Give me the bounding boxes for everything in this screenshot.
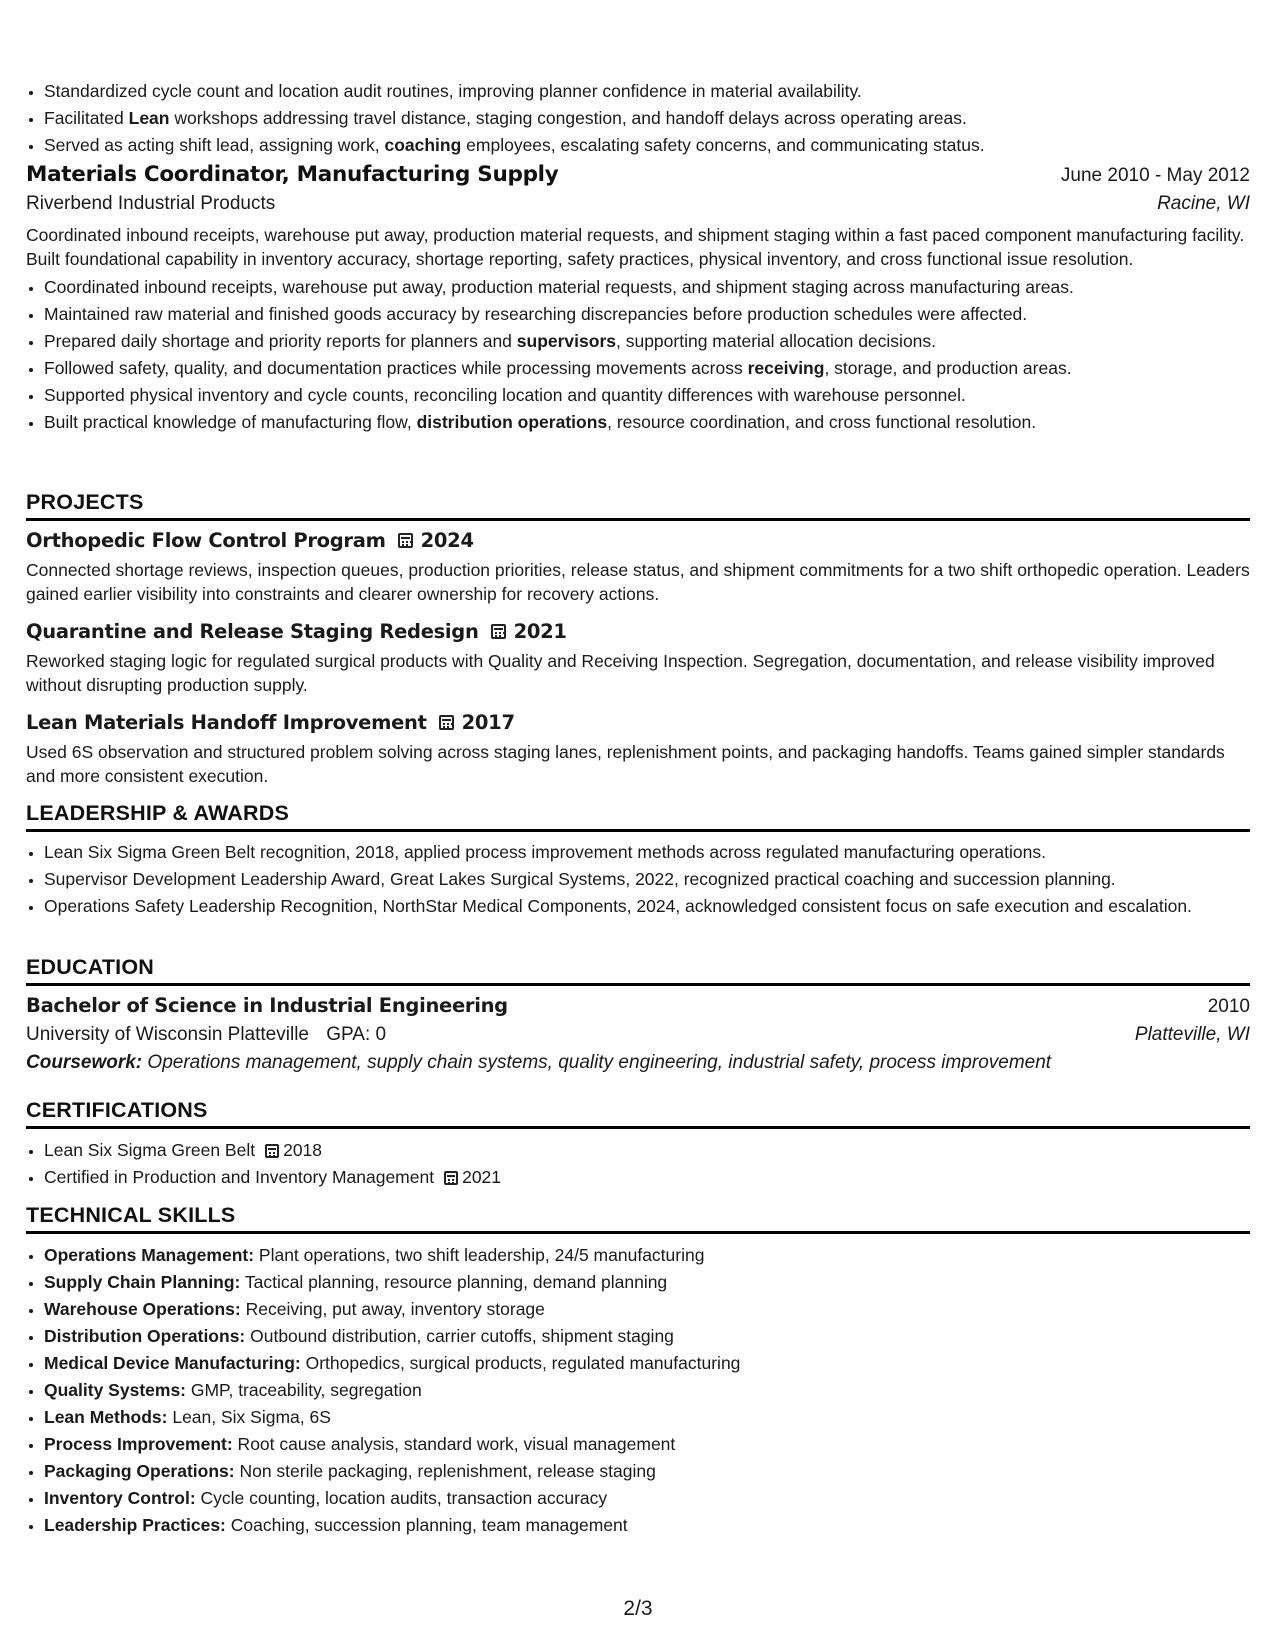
list-item — [44, 1137, 1250, 1164]
list-item: • Operations Safety Leadership Recognition, NorthStar Medical Components, 2024, acknowledged consistent focus on safe execution and escalation. — [44, 894, 1250, 918]
leadership-list — [26, 840, 1250, 918]
skill-value: Orthopedics, surgical products, regulated manufacturing — [300, 1353, 741, 1373]
skill-value: Outbound distribution, carrier cutoffs, shipment staging — [245, 1326, 674, 1346]
bullet-text: Maintained raw material and finished goods accuracy by researching discrepancies before production schedules were affected. — [44, 304, 1028, 324]
list-item — [44, 301, 1250, 328]
job-location: Racine, WI — [1157, 193, 1250, 214]
skill-label: Supply Chain Planning: — [44, 1272, 241, 1292]
graduation-year: 2010 — [1207, 996, 1250, 1017]
degree-name: Bachelor of Science in Industrial Engineering — [26, 994, 508, 1017]
section-title: CERTIFICATIONS — [26, 1098, 1250, 1129]
projects-section — [26, 490, 1250, 802]
coursework — [26, 1052, 1250, 1074]
certification-name: • Lean Six Sigma Green Belt — [44, 1140, 256, 1160]
job-description: Coordinated inbound receipts, warehouse put away, production material requests, and shipment staging within a fast paced component manufacturing facility. Built foundational capability in inventory accuracy, shortage reporting, safety practices, physical inventory, and cross functional issue resolution. — [26, 225, 1245, 269]
project-name: Orthopedic Flow Control Program — [26, 529, 386, 552]
job-bullets — [26, 274, 1250, 436]
certifications-list — [26, 1137, 1250, 1191]
skill-label: Inventory Control: — [44, 1488, 196, 1508]
list-item — [44, 1323, 1250, 1350]
skill-value: Receiving, put away, inventory storage — [240, 1299, 545, 1319]
skill-label: Packaging Operations: — [44, 1461, 235, 1481]
list-item — [44, 1512, 1250, 1539]
skill-value: Plant operations, two shift leadership, 24/5 manufacturing — [254, 1245, 705, 1265]
skill-value: Non sterile packaging, replenishment, release staging — [234, 1461, 656, 1481]
section-title: TECHNICAL SKILLS — [26, 1203, 1250, 1234]
job-company: Riverbend Industrial Products — [26, 193, 276, 214]
project-entry — [26, 711, 1250, 788]
list-item — [44, 1404, 1250, 1431]
list-item: • Lean Six Sigma Green Belt recognition, 2018, applied process improvement methods across regulated manufacturing operations. — [44, 840, 1250, 864]
skill-value: Root cause analysis, standard work, visual management — [232, 1434, 676, 1454]
school-name: University of Wisconsin Platteville — [26, 1024, 309, 1045]
section-title: LEADERSHIP & AWARDS — [26, 801, 1250, 832]
bullet-emphasis: receiving — [747, 358, 825, 378]
project-description: Reworked staging logic for regulated surgical products with Quality and Receiving Inspection. Segregation, documentation, and release visibility improved without disrupting production supply. — [26, 651, 1215, 695]
list-item — [44, 105, 1268, 132]
list-item — [44, 1431, 1250, 1458]
bullet-text: Supported physical inventory and cycle counts, reconciling location and quantity differences with warehouse personnel. — [44, 385, 966, 405]
skill-label: Distribution Operations: — [44, 1326, 246, 1346]
calendar-icon — [491, 624, 506, 639]
bullet-text: Coordinated inbound receipts, warehouse put away, production material requests, and shipment staging across manufacturing areas. — [44, 277, 1074, 297]
certification-year: 2018 — [283, 1140, 323, 1160]
school-location: Platteville, WI — [1134, 1024, 1250, 1045]
page-number: 2/3 — [623, 1597, 653, 1620]
list-item — [44, 274, 1250, 301]
skill-value: Tactical planning, resource planning, demand planning — [240, 1272, 668, 1292]
skills-list — [26, 1242, 1250, 1539]
project-year: 2024 — [420, 529, 474, 552]
calendar-icon — [398, 533, 413, 548]
bullet-text: Facilitated — [44, 108, 129, 128]
previous-job-bullets — [26, 78, 1268, 159]
certification-year: 2021 — [462, 1167, 502, 1187]
skill-label: Warehouse Operations: — [44, 1299, 241, 1319]
skill-label: Operations Management: — [44, 1245, 255, 1265]
skill-label: Leadership Practices: — [44, 1515, 226, 1535]
bullet-text: Built practical knowledge of manufacturing flow, — [44, 412, 417, 432]
list-item — [44, 355, 1250, 382]
list-item — [44, 328, 1250, 355]
project-entry — [26, 620, 1250, 697]
list-item — [44, 1164, 1250, 1191]
job-dates: June 2010 - May 2012 — [1060, 165, 1250, 186]
leadership-section — [26, 801, 1250, 918]
section-title: PROJECTS — [26, 490, 1250, 521]
skill-value: Coaching, succession planning, team management — [225, 1515, 628, 1535]
bullet-text: , storage, and production areas. — [824, 358, 1072, 378]
job-entry — [26, 162, 1250, 436]
calendar-icon — [444, 1171, 458, 1185]
certifications-section — [26, 1098, 1250, 1191]
skill-value: GMP, traceability, segregation — [186, 1380, 422, 1400]
project-name: Lean Materials Handoff Improvement — [26, 711, 427, 734]
list-item — [44, 1269, 1250, 1296]
list-item — [44, 132, 1268, 159]
list-item — [44, 382, 1250, 409]
bullet-text: , resource coordination, and cross functional resolution. — [607, 412, 1037, 432]
skill-label: Lean Methods: — [44, 1407, 168, 1427]
job-title: Materials Coordinator, Manufacturing Supply — [26, 162, 559, 187]
skills-section — [26, 1203, 1250, 1539]
bullet-text: Standardized cycle count and location audit routines, improving planner confidence in material availability. — [44, 81, 862, 101]
project-year: 2021 — [513, 620, 567, 643]
list-item — [44, 1296, 1250, 1323]
skill-label: Medical Device Manufacturing: — [44, 1353, 301, 1373]
certification-name: • Certified in Production and Inventory Management — [44, 1167, 435, 1187]
list-item — [44, 1242, 1250, 1269]
list-item — [44, 1350, 1250, 1377]
list-item — [44, 78, 1268, 105]
calendar-icon — [265, 1144, 279, 1158]
list-item — [44, 409, 1250, 436]
project-name: Quarantine and Release Staging Redesign — [26, 620, 479, 643]
project-year: 2017 — [461, 711, 515, 734]
list-item — [44, 1458, 1250, 1485]
list-item: • Supervisor Development Leadership Award, Great Lakes Surgical Systems, 2022, recognized practical coaching and succession planning. — [44, 867, 1250, 891]
bullet-emphasis: Lean — [128, 108, 170, 128]
list-item — [44, 1485, 1250, 1512]
bullet-text: employees, escalating safety concerns, and communicating status. — [461, 135, 985, 155]
bullet-text: , supporting material allocation decisions. — [615, 331, 937, 351]
bullet-text: workshops addressing travel distance, staging congestion, and handoff delays across operating areas. — [169, 108, 967, 128]
bullet-emphasis: coaching — [384, 135, 462, 155]
project-entry — [26, 529, 1250, 606]
list-item — [44, 1377, 1250, 1404]
bullet-emphasis: distribution operations — [416, 412, 608, 432]
skill-value: Cycle counting, location audits, transaction accuracy — [195, 1488, 608, 1508]
calendar-icon — [439, 715, 454, 730]
project-description: Used 6S observation and structured problem solving across staging lanes, replenishment points, and packaging handoffs. Teams gained simpler standards and more consistent execution. — [26, 742, 1225, 786]
gpa: GPA: 0 — [326, 1024, 387, 1045]
coursework-text: Operations management, supply chain systems, quality engineering, industrial safety, process improvement — [142, 1052, 1052, 1073]
bullet-text: Prepared daily shortage and priority reports for planners and — [44, 331, 517, 351]
coursework-label: Coursework: — [26, 1052, 143, 1073]
bullet-text: Served as acting shift lead, assigning work, — [44, 135, 385, 155]
education-section — [26, 955, 1250, 1074]
bullet-text: Followed safety, quality, and documentation practices while processing movements across — [44, 358, 748, 378]
project-description: Connected shortage reviews, inspection queues, production priorities, release status, and shipment commitments for a two shift orthopedic operation. Leaders gained earlier visibility into constraints and clearer ownership for recovery actions. — [26, 560, 1250, 604]
bullet-emphasis: supervisors — [516, 331, 616, 351]
skill-value: Lean, Six Sigma, 6S — [167, 1407, 331, 1427]
skill-label: Process Improvement: — [44, 1434, 233, 1454]
skill-label: Quality Systems: — [44, 1380, 186, 1400]
section-title: EDUCATION — [26, 955, 1250, 986]
